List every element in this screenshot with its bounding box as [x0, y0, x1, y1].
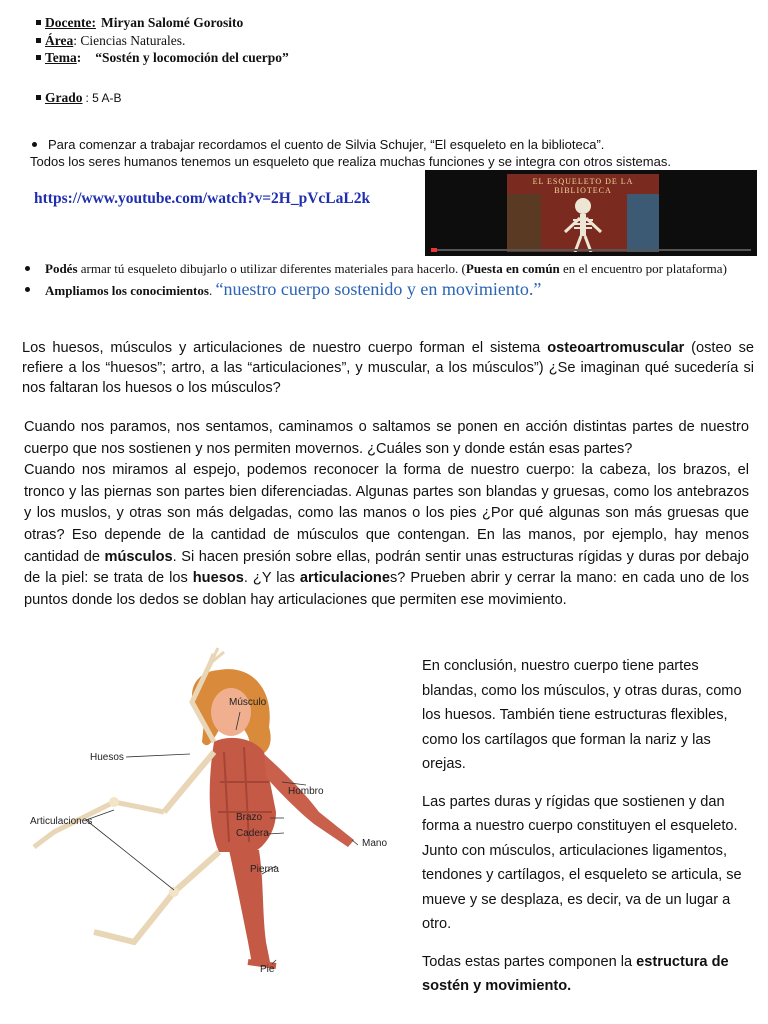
- book-cover-image: [507, 174, 659, 252]
- paragraph-sistema: [22, 338, 754, 398]
- section-title: “nuestro cuerpo sostenido y en movimiento.”: [215, 279, 542, 299]
- docente-value: Miryan Salomé Gorosito: [100, 15, 244, 30]
- bullet-square-icon: [36, 38, 41, 43]
- p2-text-d: . ¿Y las: [243, 570, 300, 587]
- intro-line2: Todos los seres humanos tenemos un esqueleto que realiza muchas funciones y se integra con otros sistemas.: [30, 154, 671, 169]
- body-diagram-image: [14, 642, 414, 982]
- video-progress-bar[interactable]: [431, 248, 751, 252]
- docente-row: [36, 14, 636, 32]
- area-label: Área: [45, 32, 74, 48]
- ampliamos-dot: .: [208, 283, 216, 298]
- activity-bullets: [22, 260, 762, 303]
- p2-text-a: Cuando nos paramos, nos sentamos, caminamos o saltamos se ponen en acción distintas partes de nuestro cuerpo que nos sostienen y nos permiten movernos. ¿Cuáles son y donde están esas partes?: [24, 419, 749, 457]
- label-articulaciones: Articulaciones: [30, 816, 93, 827]
- label-pie: Pie: [260, 964, 275, 975]
- label-musculo: Músculo: [229, 697, 267, 708]
- p3-final: [422, 950, 756, 999]
- book-cover-title: EL ESQUELETO DE LA BIBLIOTECA: [532, 177, 634, 195]
- grado-row: [36, 90, 122, 106]
- p3-bold: estructura de sostén y movimiento.: [422, 953, 729, 994]
- paragraph-partes: [24, 417, 749, 611]
- area-row: [36, 32, 636, 50]
- bullet-square-icon: [36, 20, 41, 25]
- label-huesos: Huesos: [90, 752, 124, 763]
- puesta-text: en el encuentro por plataforma): [559, 261, 727, 276]
- p1-text-a: Los huesos, músculos y articulaciones de nuestro cuerpo forman el sistema: [22, 340, 548, 356]
- p2-bold-musculos: músculos: [104, 548, 173, 565]
- list-item: [22, 281, 762, 299]
- area-value: : Ciencias Naturales.: [73, 32, 186, 48]
- intro-line1: Para comenzar a trabajar recordamos el cuento de Silvia Schujer, “El esqueleto en la biblioteca”.: [48, 137, 605, 152]
- video-link[interactable]: https://www.youtube.com/watch?v=2H_pVcLaL2k: [34, 190, 371, 207]
- label-brazo: Brazo: [236, 812, 263, 823]
- p2-bold-articulaciones: articulacione: [299, 570, 390, 587]
- p3-text-c: Todas estas partes componen la: [422, 953, 637, 970]
- skeleton-icon: [507, 174, 659, 252]
- p3-text-b: Las partes duras y rígidas que sostienen y dan forma a nuestro cuerpo constituyen el esqueleto. Junto con músculos, articulaciones ligamentos, tendones y cartílagos, el esqueleto se articula, se mueve y se desplaza, es decir, va de un lugar a otro.: [422, 793, 742, 932]
- ampliamos-bold: Ampliamos los conocimientos: [45, 283, 209, 298]
- grado-label: Grado: [45, 90, 83, 105]
- puesta-bold: Puesta en común: [465, 261, 560, 276]
- header-info: [36, 14, 636, 67]
- p2-body: [24, 460, 749, 611]
- tema-value: “Sostén y locomoción del cuerpo”: [95, 50, 289, 65]
- p2-text-e: s? Prueben abrir y cerrar la mano: en cada uno de los puntos donde los dedos se doblan hay articulaciones que permiten ese movimiento.: [24, 570, 750, 608]
- label-mano: Mano: [362, 838, 388, 849]
- podes-text: armar tú esqueleto dibujarlo o utilizar diferentes materiales para hacerlo. (: [77, 261, 466, 276]
- video-thumbnail[interactable]: [425, 170, 757, 256]
- list-item: [22, 260, 762, 277]
- intro-bullet: [30, 136, 750, 153]
- p1-bold: osteoartromuscular: [547, 340, 685, 356]
- podes-bold: Podés: [45, 261, 78, 276]
- label-hombro: Hombro: [288, 786, 324, 797]
- tema-row: [36, 49, 636, 67]
- tema-label: Tema: [45, 50, 77, 65]
- docente-label: Docente:: [45, 15, 96, 30]
- p3-text-a: En conclusión, nuestro cuerpo tiene partes blandas, como los músculos, y otras duras, como los huesos. También tiene estructuras flexibles, como los cartílagos que forman la nariz y las orejas.: [422, 658, 742, 772]
- intro-text: [30, 136, 750, 170]
- tema-sep: :: [76, 50, 82, 65]
- p2-text-c: . Si hacen presión sobre ellas, podrán sentir unas estructuras rígidas y duras por debajo de la piel: se trata de los: [24, 548, 749, 587]
- p1-text-b: (osteo se refiere a los “huesos”; artro, a las “articulaciones”, y muscular, a los músculos”) ¿Se imaginan qué sucedería si nos faltaran los huesos o los músculos?: [22, 340, 755, 396]
- bullet-square-icon: [36, 55, 41, 60]
- grado-value: : 5 A-B: [85, 91, 122, 105]
- label-cadera: Cadera: [236, 828, 269, 839]
- bullet-square-icon: [36, 95, 41, 100]
- p2-bold-huesos: huesos: [192, 570, 244, 587]
- p2-text-b: Cuando nos miramos al espejo, podemos reconocer la forma de nuestro cuerpo: la cabeza, los brazos, el tronco y las piernas son partes bien diferenciadas. Algunas partes son blandas y gruesas, como los antebrazos y los muslos, y otras son más delgadas, como las manos o los pies ¿Por qué algunas son más gruesas que otras? Eso depende de la cantidad de músculos que contengan. En las manos, por ejemplo, hay menos cantidad de: [24, 462, 749, 565]
- label-pierna: Pierna: [250, 864, 279, 875]
- paragraph-conclusion: [422, 654, 756, 1012]
